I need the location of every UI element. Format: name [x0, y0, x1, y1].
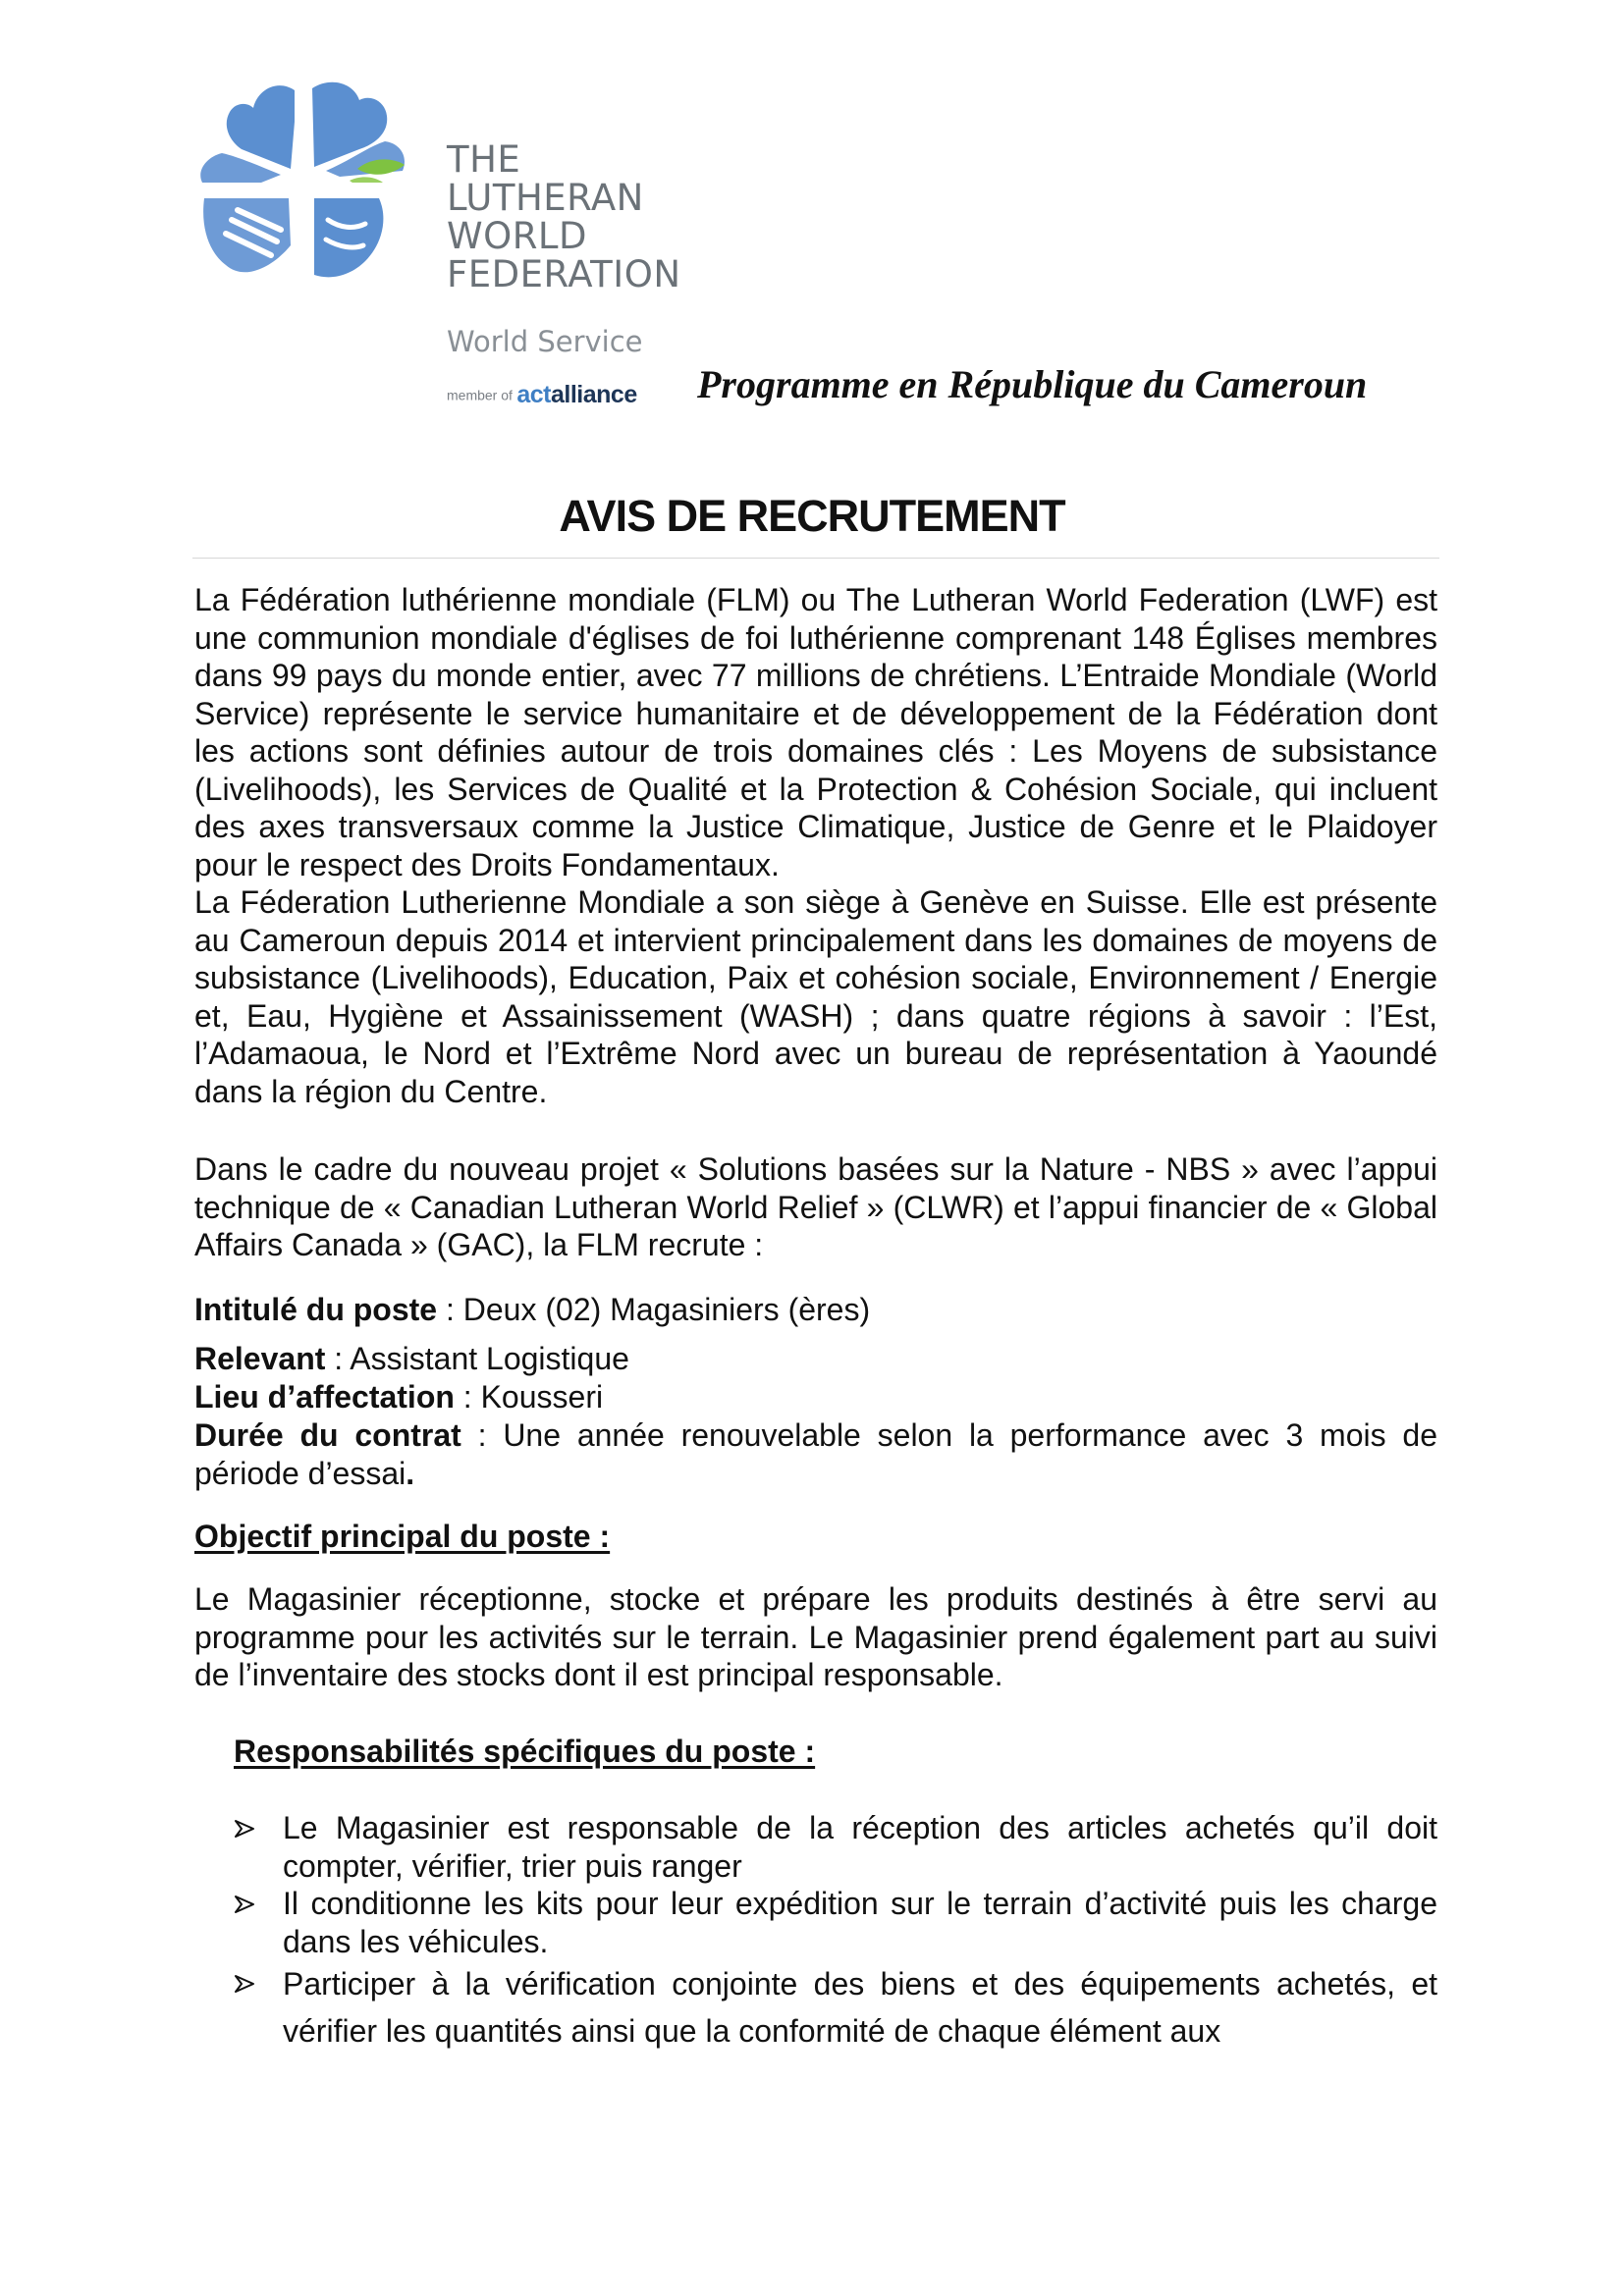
programme-title: Programme en République du Cameroun [697, 362, 1368, 406]
objective-heading [194, 1518, 1437, 1556]
lwf-logo-wordmark [447, 140, 681, 294]
list-item [234, 1809, 1437, 1885]
logo-line: LUTHERAN [447, 177, 644, 219]
lwf-logo-mark [192, 73, 412, 293]
project-paragraph [194, 1150, 1437, 1264]
job-title-label: Intitulé du poste [194, 1292, 438, 1327]
duration-value: : Une année renouvelable selon la performance avec 3 mois de période d’essai [194, 1417, 1438, 1491]
act-name-part: act [516, 381, 552, 408]
responsibilities-heading [234, 1733, 1477, 1771]
act-member-text: member of [447, 387, 513, 403]
act-alliance-logo [447, 381, 637, 409]
logo-line: WORLD [447, 215, 588, 257]
reports-to-value: : Assistant Logistique [325, 1341, 629, 1376]
duration-end: . [406, 1455, 415, 1491]
list-item [234, 1960, 1437, 2055]
responsibilities-heading-text: Responsabilités spécifiques du poste : [234, 1734, 816, 1769]
page-title: AVIS DE RECRUTEMENT [559, 491, 1065, 541]
list-item-text: Le Magasinier est responsable de la réception des articles achetés qu’il doit compter, vérifier, trier puis ranger [283, 1810, 1437, 1884]
arrowhead-bullet-icon [234, 1819, 255, 1839]
duration-label: Durée du contrat [194, 1417, 461, 1453]
arrowhead-bullet-icon [234, 1974, 255, 1994]
objective-heading-text: Objectif principal du poste : [194, 1519, 611, 1554]
logo-line: THE [447, 138, 521, 181]
list-item-text: Participer à la vérification conjointe des biens et des équipements achetés, et vérifier les quantités ainsi que la conformité de chaque élément aux [283, 1966, 1437, 2049]
responsibilities-list [234, 1809, 1437, 2055]
location-line [194, 1378, 1437, 1416]
duration-line [194, 1416, 1437, 1492]
project-text: Dans le cadre du nouveau projet « Solutions basées sur la Nature - NBS » avec l’appui technique de « Canadian Lutheran World Relief » (CLWR) et l’appui financier de « Global Affairs Canada » (GAC), la FLM recrute : [194, 1151, 1437, 1262]
intro-paragraph: La Fédération luthérienne mondiale (FLM) ou The Lutheran World Federation (LWF) est une communion mondiale d'églises de foi luthérienne comprenant 148 Églises membres dans 99 pays du monde entier, avec 77 millions de chrétiens. L’Entraide Mondiale (World Service) représente le service humanitaire et de développement de la Fédération dont les actions sont définies autour de trois domaines clés : Les Moyens de subsistance (Livelihoods), les Services de Qualité et la Protection & Cohésion Sociale, qui incluent des axes transversaux comme la Justice Climatique, Justice de Genre et le Plaidoyer pour le respect des Droits Fondamentaux. [194, 582, 1437, 882]
world-service-label: World Service [447, 325, 643, 358]
intro-paragraph: La Féderation Lutherienne Mondiale a son siège à Genève en Suisse. Elle est présente au Cameroun depuis 2014 et intervient principalement dans les domaines de moyens de subsistance (Livelihoods), Education, Paix et cohésion sociale, Environnement / Energie et, Eau, Hygiène et Assainissement (WASH) ; dans quatre régions à savoir : l’Est, l’Adamaoua, le Nord et l’Extrême Nord avec un bureau de représentation à Yaoundé dans la région du Centre. [194, 884, 1437, 1109]
act-name-part: alliance [551, 381, 637, 408]
job-title-value: : Deux (02) Magasiniers (ères) [437, 1292, 871, 1327]
location-label: Lieu d’affectation [194, 1379, 455, 1415]
arrowhead-bullet-icon [234, 1895, 255, 1914]
objective-text: Le Magasinier réceptionne, stocke et prépare les produits destinés à être servi au programme pour les activités sur le terrain. Le Magasinier prend également part au suivi de l’inventaire des stocks dont il est principal responsable. [194, 1581, 1437, 1692]
location-value: : Kousseri [454, 1379, 604, 1415]
list-item [234, 1885, 1437, 1960]
job-title-line [194, 1291, 1437, 1329]
intro-section [194, 581, 1437, 1110]
list-item-text: Il conditionne les kits pour leur expédition sur le terrain d’activité puis les charge dans les véhicules. [283, 1886, 1437, 1959]
title-divider [192, 558, 1439, 559]
objective-section [194, 1580, 1437, 1694]
reports-to-line [194, 1340, 1437, 1378]
logo-line: FEDERATION [447, 253, 681, 295]
reports-to-label: Relevant [194, 1341, 326, 1376]
